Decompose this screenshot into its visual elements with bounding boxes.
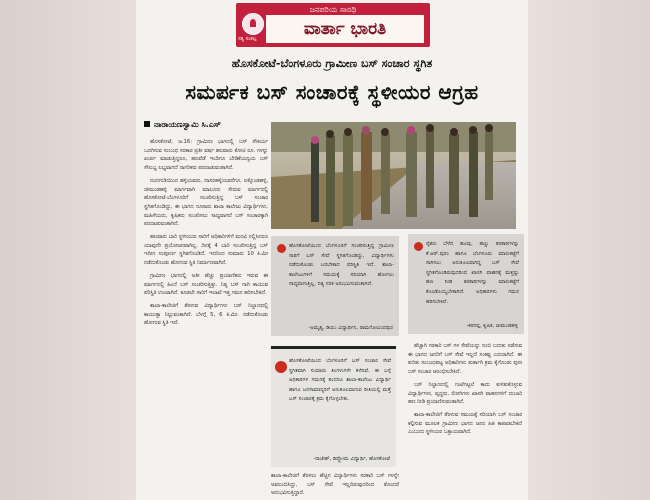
article-paragraph: ಗ್ರಾಮೀಣ ಭಾಗದಲ್ಲಿ ಅತೀ ಹೆಚ್ಚು ಪ್ರಯಾಣಿಕರು ಇರುವ ಈ ಮಾರ್ಗದಲ್ಲಿ ಹಿಂದೆ ಬಸ್ ಸಂಚರಿಸುತ್ತಿತ್ತು. ನಿತ್ಯ ಬಸ್ ಗಾಗಿ ಕಾಯುವ ಪರಿಸ್ಥಿತಿ ಉಂಟಾಗಿದೆ. ಕೂಡಲೇ ಸಾರಿಗೆ ಇಲಾಖೆ ಇತ್ತ ಗಮನ ಹರಿಸಬೇಕಿದೆ.: [144, 272, 268, 297]
quote-attribution: -ಕರಗಪ್ಪ, ಕೃಷಿಕ, ಚೀಮಂಡಹಳ್ಳಿ: [466, 323, 518, 329]
bullet-icon: [277, 244, 286, 253]
quote-text: ರೈತರು ಬೆಳೆದ ಹೂವು, ಹಣ್ಣು ತರಕಾರಿಗಳನ್ನು ಕೆ.ಆರ್.ಪುರಂ ಹಾಗೂ ಬೆಂಗಳೂರು ಮಾರುಕಟ್ಟೆಗೆ ಸಾಗಿಸಲು ಅನುಕೂಲವಾಗಿದ್ದ ಬಸ್ ಸೇವೆ ಸ್ಥಗಿತಗೊಂಡಿರುವುದರಿಂದ ಖಾಸಗಿ ವಾಹನಕ್ಕೆ ಮತ್ತಷ್ಟು ಹಣ ನೀಡಿ ತರಕಾರಿಗಳನ್ನು ಮಾರುಕಟ್ಟೆಗೆ ಕೊಂಡೊಯ್ಯಬೇಕಾಗಿದೆ. ಅಧಿಕಾರಿಗಳು ಗಮನ ಹರಿಸಬೇಕಿದೆ.: [426, 241, 519, 305]
newspaper-logo: [236, 3, 430, 47]
quote-attribution: -ಅಮೃತ್ಯ, ಡಿಯು ವಿದ್ಯಾರ್ಥಿನಿ, ರಾಮಗೋವಿಂದಪುರ: [308, 325, 393, 331]
masthead: [136, 0, 528, 52]
logo-emblem-caption: ಸತ್ಯ ಸಂಕಲ್ಪ: [238, 36, 257, 42]
reader-quote-box: [408, 234, 524, 334]
article-paragraph: ಹೆಚ್ಚಾಗಿ ಸರಕಾರಿ ಬಸ್ ಗಳ ಸೇವೆಯನ್ನು ನಂಬಿ ಬದುಕು ನಡೆಸುವ ಈ ಭಾಗದ ಜನರಿಗೆ ಬಸ್ ಸೇವೆ ಇಲ್ಲದೆ ಸಂಕಷ್ಟ ಎದುರಾಗಿದೆ. ಈ ಕುರಿತು ಸಂಬಂಧಪಟ್ಟ ಅಧಿಕಾರಿಗಳು ತುರ್ತಾಗಿ ಕ್ರಮ ಕೈಗೊಂಡು ಪುನಃ ಬಸ್ ಸಂಚಾರ ಆರಂಭಿಸಬೇಕಿದೆ.: [408, 343, 522, 376]
newspaper-title: ವಾರ್ತಾ ಭಾರತಿ: [266, 15, 424, 43]
newspaper-clipping: [136, 0, 528, 500]
article-column-1: [144, 138, 268, 498]
news-photo-students-walking: [271, 122, 516, 229]
article-paragraph: ಬಸ್ ನಿಲ್ದಾಣದಲ್ಲಿ ಗಂಟೆಗಟ್ಟಲೆ ಕಾದು ಕುಳಿತುಕೊಳ್ಳುವ ವಿದ್ಯಾರ್ಥಿಗಳು, ವೃದ್ಧರು, ರೋಗಿಗಳು ಖಾಸಗಿ ವಾಹನಗಳಿಗೆ ದುಬಾರಿ ಹಣ ನೀಡಿ ಪ್ರಯಾಣಿಸುವಂತಾಗಿದೆ.: [408, 381, 522, 406]
background-left-margin: [0, 0, 136, 500]
quote-text: ಹೊಸಕೋಟೆಯಿಂದ ಬೆಂಗಳೂರಿಗೆ ಬಸ್ ಸಂಚಾರ ಸೇವೆ ಸ್ಥಗಿತವಾಗಿ ಸುಮಾರು ತಿಂಗಳುಗಳೇ ಕಳೆದಿವೆ. ಈ ಬಗ್ಗೆ ಅಧಿಕಾರಿಗಳ ಗಮನಕ್ಕೆ ತಂದರೂ ಶಾಲಾ-ಕಾಲೇಜು ವಿದ್ಯಾರ್ಥಿ ಹಾಗೂ ಜನಸಾಮಾನ್ಯರಿಗೆ ಅನುಕೂಲವಾಗುವ ರೀತಿಯಲ್ಲಿ ಮತ್ತೆ ಬಸ್ ಸಂಚಾರಕ್ಕೆ ಕ್ರಮ ಕೈಗೊಳ್ಳಬೇಕು.: [289, 358, 391, 403]
article-paragraph: ಶಾಲಾ-ಕಾಲೇಜಿಗೆ ತೆರಳಲು ಹೆಚ್ಚಿನ ವಿದ್ಯಾರ್ಥಿಗಳು ಸರಕಾರಿ ಬಸ್ ಗಳನ್ನೇ ಅವಲಂಬಿಸಿದ್ದು, ಬಸ್ ಸೇವೆ ಇಲ್ಲದಿರುವುದರಿಂದ ತೊಂದರೆ ಅನುಭವಿಸುತ್ತಿದ್ದಾರೆ.: [271, 473, 399, 497]
quote-text: ಹೊಸಕೋಟೆಯಿಂದ ಬೆಂಗಳೂರಿಗೆ ಸಂಚರಿಸುತ್ತಿದ್ದ ಗ್ರಾಮೀಣ ಸಾರಿಗೆ ಬಸ್ ಸೇವೆ ಸ್ಥಗಿತಗೊಂಡಿದ್ದು, ವಿದ್ಯಾರ್ಥಿಗಳು ನಡೆದುಕೊಂಡು ಬರಬೇಕಾದ ಪರಿಸ್ಥಿತಿ ಇದೆ. ಶಾಲಾ-ಕಾಲೇಜುಗಳಿಗೆ ಸಮಯಕ್ಕೆ ಸರಿಯಾಗಿ ಹೋಗಲು ಸಾಧ್ಯವಾಗುತ್ತಿಲ್ಲ. ನಿತ್ಯ ನರಕ ಅನುಭವಿಸುವಂತಾಗಿದೆ.: [289, 243, 394, 288]
article-paragraph: ಹಲವಾರು ಬಾರಿ ಸ್ಥಳೀಯರು ಸಾರಿಗೆ ಅಧಿಕಾರಿಗಳಿಗೆ ಮನವಿ ಸಲ್ಲಿಸಿದರೂ ಯಾವುದೇ ಪ್ರಯೋಜನವಾಗಿಲ್ಲ. ದಿನಕ್ಕೆ 4 ಬಾರಿ ಸಂಚರಿಸುತ್ತಿದ್ದ ಬಸ್ ಇದೀಗ ಸಂಪೂರ್ಣ ಸ್ಥಗಿತಗೊಂಡಿದೆ. ಇದರಿಂದ ಸುಮಾರು 10 ಕಿ.ಮೀ ನಡೆದುಕೊಂಡು ಹೋಗುವ ಸ್ಥಿತಿ ನಿರ್ಮಾಣವಾಗಿದೆ.: [144, 234, 268, 267]
logo-tagline: ಜನಪರಿಯ ಸಾರಥಿ: [309, 5, 357, 14]
headline: ಸಮರ್ಪಕ ಬಸ್ ಸಂಚಾರಕ್ಕೆ ಸ್ಥಳೀಯರ ಆಗ್ರಹ: [185, 80, 479, 104]
byline: [144, 120, 221, 130]
bullet-icon: [414, 242, 423, 251]
quote-mark-icon: [275, 361, 287, 373]
quote-attribution: -ರಾಜೇಶ್, ಡಿಪ್ಲೋಮ ವಿದ್ಯಾರ್ಥಿ, ಹೊಸಕೋಟೆ: [313, 456, 390, 462]
reader-quote-box: [271, 236, 399, 336]
background-right-margin: [528, 0, 650, 500]
reader-quote-box: [271, 346, 396, 467]
article-column-3: [408, 342, 522, 498]
article-paragraph: ನಂದಗುಡಿಯಿಂದ ಹಳ್ಳಿಯವರು, ದಾಸರಹಳ್ಳಿಯವರೆಗೂ, ಲಕ್ಕೊಂಡಹಳ್ಳಿ, ಚೀಮಂಡಹಳ್ಳಿ ಮಾರ್ಗವಾಗಿ ಮಾಲೂರು ಸೇರುವ ಮಾರ್ಗದಲ್ಲಿ ಹೊಸಕೋಟೆ-ಬೆಂಗಳೂರಿಗೆ ಸಂಚರಿಸುತ್ತಿದ್ದ ಬಸ್ ಸಂಚಾರ ಸ್ಥಗಿತಗೊಂಡಿದ್ದು, ಈ ಭಾಗದ ನೂರಾರು ಶಾಲಾ ಕಾಲೇಜು ವಿದ್ಯಾರ್ಥಿಗಳು, ಮಹಿಳೆಯರು, ಕೃಷಿಕರು ಸಂಚರಿಸಲು ಸಾಧ್ಯವಾಗದೆ ಬಸ್ ಸಂಚಾರಕ್ಕಾಗಿ ಪರದಾಡುವಂತಾಗಿದೆ.: [144, 177, 268, 228]
byline-author: ನಾರಾಯಣಸ್ವಾಮಿ ಸಿ.ಎಸ್: [154, 120, 221, 129]
logo-emblem-icon: [242, 13, 264, 35]
article-paragraph: ಶಾಲಾ-ಕಾಲೇಜಿಗೆ ತೆರಳುವ ವಿದ್ಯಾರ್ಥಿಗಳು ಬಸ್ ನಿಲ್ದಾಣದಲ್ಲಿ ಕಾಯುತ್ತಾ ನಿಲ್ಲುವಂತಾಗಿದೆ. ಬೆಳಗ್ಗೆ 5, 6 ಕಿ.ಮೀ. ನಡೆದುಕೊಂಡು ಹೋಗುವ ಸ್ಥಿತಿ ಇದೆ.: [144, 302, 268, 327]
subheadline: ಹೊಸಕೋಟೆ-ಬೆಂಗಳೂರು ಗ್ರಾಮೀಣ ಬಸ್ ಸಂಚಾರ ಸ್ಥಗಿತ: [231, 57, 433, 70]
byline-bullet-icon: [144, 121, 150, 127]
article-column-2-bottom: [271, 472, 399, 500]
article-paragraph: ಹೊಸಕೋಟೆ, ಜ.16: ಗ್ರಾಮೀಣ ಭಾಗದಲ್ಲಿ ಬಸ್ ಸೌಕರ್ಯ ಒದಗಿಸುವ ಸಂಬಂಧ ಸರಕಾರ ಪ್ರತೀ ವರ್ಷ ಹಲವಾರು ಕೋಟಿ ರೂ. ಗಳನ್ನು ಖರ್ಚು ಮಾಡುತ್ತಿದ್ದರೂ, ಹಲವೆಡೆ ಇಂದಿಗೂ ಬೇಡಿಕೆಯನ್ವಯ ಬಸ್ ಸೌಲಭ್ಯ ಲಭ್ಯವಾಗದೆ ನಾಗರಿಕರು ಪರದಾಡುವಂತಾಗಿದೆ.: [144, 139, 268, 172]
article-paragraph: ಶಾಲಾ-ಕಾಲೇಜಿಗೆ ತೆರಳುವ ಸಮಯಕ್ಕೆ ಸರಿಯಾಗಿ ಬಸ್ ಸಂಚಾರ ಕಲ್ಪಿಸುವ ಮೂಲಕ ಗ್ರಾಮೀಣ ಭಾಗದ ಜನರ ಹಿತ ಕಾಪಾಡಬೇಕಿದೆ ಎಂಬುದು ಸ್ಥಳೀಯರ ಒತ್ತಾಯವಾಗಿದೆ.: [408, 411, 522, 436]
